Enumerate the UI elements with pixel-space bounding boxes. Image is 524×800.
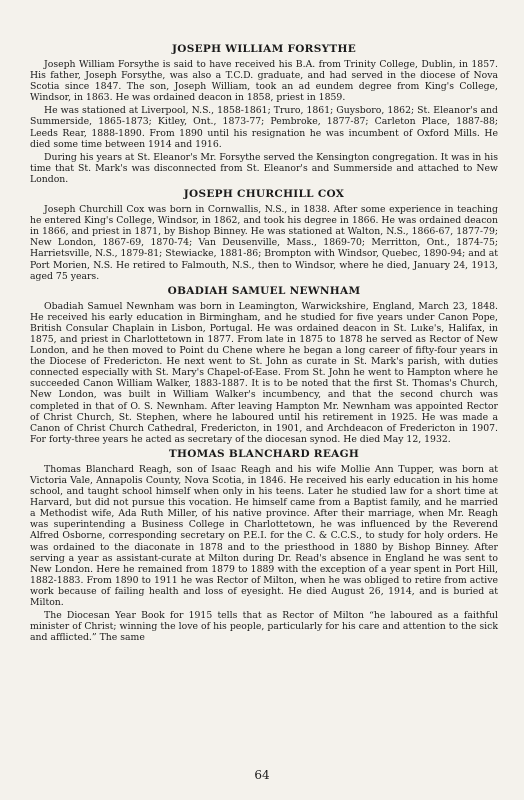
section-heading: THOMAS BLANCHARD REAGH bbox=[168, 447, 360, 460]
paragraph: The Diocesan Year Book for 1915 tells that as Rector of Milton “he laboured as a faithful minister of Christ; winning the love of his people, particularly for his care and attention to the sick and afflicted.” The same bbox=[30, 610, 498, 644]
section-newnham bbox=[30, 285, 498, 445]
page-number: 64 bbox=[254, 768, 270, 782]
paragraph: He was stationed at Liverpool, N.S., 1858-1861; Truro, 1861; Guysboro, 1862; St. Eleanor's and Summerside, 1865-1873; Kitley, Ont., 1873-77; Pembroke, 1877-87; Carleton Place, 1887-88; Leeds Rear, 1888-1890. From 1890 until his resignation he was incumbent of Oxford Mills. He died some time between 1914 and 1916. bbox=[30, 105, 498, 150]
section-heading: JOSEPH CHURCHILL COX bbox=[183, 188, 345, 201]
paragraph: Joseph Churchill Cox was born in Cornwallis, N.S., in 1838. After some experience in teaching he entered King's College, Windsor, in 1862, and took his degree in 1866. He was ordained deacon in 1866, and priest in 1871, by Bishop Binney. He was stationed at Walton, N.S., 1866-67, 1877-79; New London, 1867-69, 1870-74; Van Deusenville, Mass., 1869-70; Merritton, Ont., 1874-75; Harrietsville, N.S., 1879-81; Stewiacke, 1881-86; Brompton with Windsor, Quebec, 1890-94; and at Port Morien, N.S. He retired to Falmouth, N.S., then to Windsor, where he died, January 24, 1913, aged 75 years. bbox=[30, 204, 498, 282]
section-forsythe bbox=[30, 43, 498, 185]
section-reagh bbox=[30, 448, 498, 644]
section-cox bbox=[30, 188, 498, 282]
paragraph: Joseph William Forsythe is said to have received his B.A. from Trinity College, Dublin, in 1857. His father, Joseph Forsythe, was also a T.C.D. graduate, and had served in the diocese of Nova Scotia since 1847. The son, Joseph William, took an ad eundem degree from King's College, Windsor, in 1863. He was ordained deacon in 1858, priest in 1859. bbox=[30, 59, 498, 104]
paragraph: Thomas Blanchard Reagh, son of Isaac Reagh and his wife Mollie Ann Tupper, was born at Victoria Vale, Annapolis County, Nova Scotia, in 1846. He received his early education in his home school, and taught school himself when only in his teens. Later he studied law for a short time at Harvard, but did not pursue this vocation. He himself came from a Baptist family, and he married a Methodist wife, Ada Ruth Miller, of his native province. After their marriage, when Mr. Reagh was superintending a Business College in Charlottetown, he was influenced by the Reverend Alfred Osborne, corresponding secretary on P.E.I. for the C. & C.C.S., to study for holy orders. He was ordained to the diaconate in 1878 and to the priesthood in 1880 by Bishop Binney. After serving a year as assistant-curate at Milton during Dr. Read's absence in England he was sent to New London. Here he remained from 1879 to 1889 with the exception of a year spent in Port Hill, 1882-1883. From 1890 to 1911 he was Rector of Milton, when he was obliged to retire from active work because of failing health and loss of eyesight. He died August 26, 1914, and is buried at Milton. bbox=[30, 463, 498, 609]
paragraph: Obadiah Samuel Newnham was born in Leamington, Warwickshire, England, March 23, 1848. He received his early education in Birmingham, and he studied for five years under Canon Pope, British Consular Chaplain in Lisbon, Portugal. He was ordained deacon in St. Luke's, Halifax, in 1875, and priest in Charlottetown in 1877. From late in 1875 to 1878 he served as Rector of New London, and he then moved to Point du Chene where he began a long career of fifty-four years in the Diocese of Fredericton. He next went to St. John as curate in St. Mark's parish, with duties connected especially with St. Mary's Chapel-of-Ease. From St. John he went to Hampton where he succeeded Canon William Walker, 1883-1887. It is to be noted that the first St. Thomas's Church, New London, was built in William Walker's incumbency, and that the second church was completed in that of O. S. Newnham. After leaving Hampton Mr. Newnham was appointed Rector of Christ Church, St. Stephen, where he laboured until his retirement in 1925. He was made a Canon of Christ Church Cathedral, Fredericton, in 1901, and Archdeacon of Fredericton in 1907. For forty-three years he acted as secretary of the diocesan synod. He died May 12, 1932. bbox=[30, 300, 498, 445]
section-heading: OBADIAH SAMUEL NEWNHAM bbox=[167, 284, 361, 297]
section-heading: JOSEPH WILLIAM FORSYTHE bbox=[171, 43, 357, 55]
paragraph: During his years at St. Eleanor's Mr. Forsythe served the Kensington congregation. It was in his time that St. Mark's was disconnected from St. Eleanor's and Summerside and attached to New London. bbox=[30, 151, 498, 185]
